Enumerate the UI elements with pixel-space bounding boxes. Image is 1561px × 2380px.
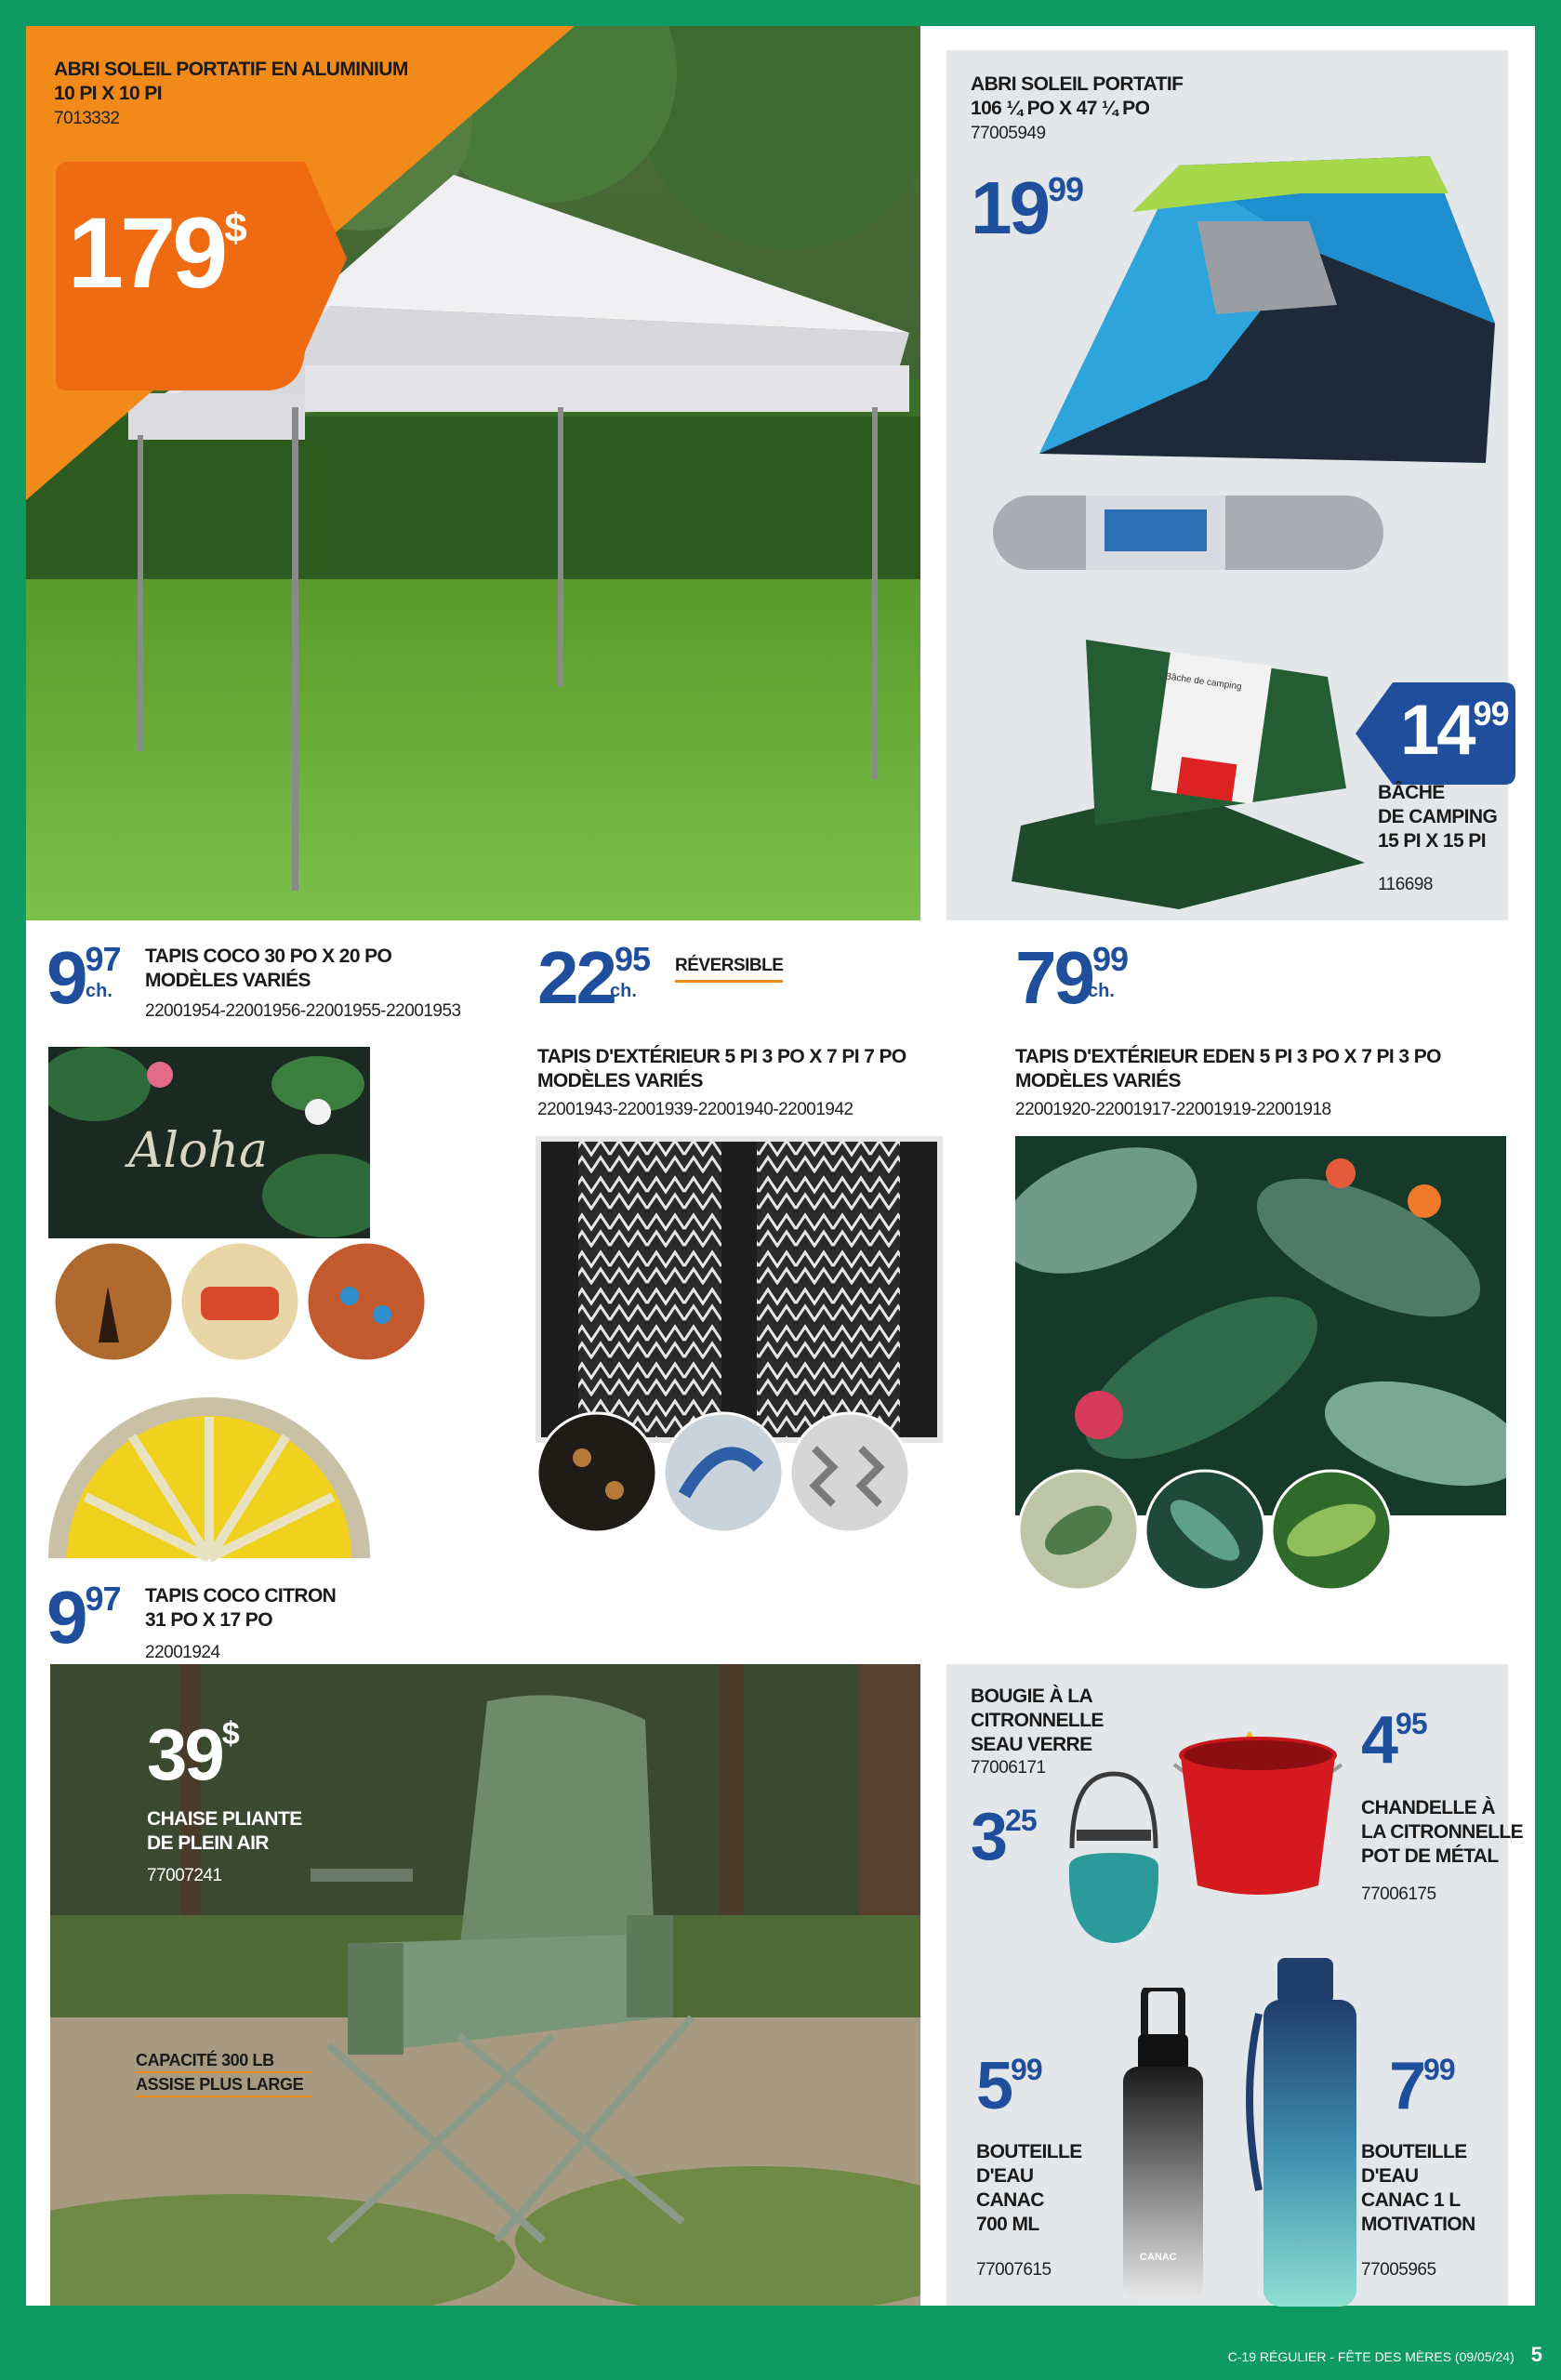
candle-glass-title-line2: CITRONNELLE bbox=[971, 1710, 1104, 1731]
tarp-title-line2: DE CAMPING bbox=[1378, 806, 1498, 827]
candle-metal-price-cents: 95 bbox=[1396, 1707, 1427, 1740]
candle-glass-title-line1: BOUGIE À LA bbox=[971, 1686, 1093, 1707]
page-number: 5 bbox=[1530, 2343, 1542, 2366]
eden-rug-sku: 22001920-22001917-22001919-22001918 bbox=[1015, 1100, 1331, 1119]
coco-mat-price bbox=[46, 936, 121, 1019]
tarp-price-main: 14 bbox=[1400, 691, 1474, 770]
outdoor-rug-image bbox=[536, 1136, 943, 1443]
shelter-sku: 77005949 bbox=[971, 124, 1046, 143]
eden-rug-title bbox=[1015, 1045, 1441, 1093]
bottle-1l-price bbox=[1389, 2049, 1455, 2123]
chair-price-value: 39 bbox=[147, 1713, 222, 1795]
citron-mat-price-cents: 97 bbox=[85, 1580, 121, 1618]
footer-edition: C-19 RÉGULIER - FÊTE DES MÈRES (09/05/24) bbox=[1227, 2349, 1515, 2364]
aloha-mat-text: Aloha bbox=[128, 1123, 268, 1179]
citron-mat-title-line2: 31 PO X 17 PO bbox=[145, 1609, 272, 1631]
coco-mat-title-line1: TAPIS COCO 30 PO X 20 PO bbox=[145, 945, 392, 967]
lemon-mat-image bbox=[48, 1395, 370, 1562]
chair-feature-line2: ASSISE PLUS LARGE bbox=[136, 2073, 312, 2097]
bottle-700-sku: 77007615 bbox=[976, 2260, 1052, 2280]
bottle-700-title-line3: CANAC bbox=[976, 2189, 1044, 2211]
outdoor-rug-unit: ch. bbox=[610, 981, 637, 1001]
citron-mat-price bbox=[46, 1576, 121, 1659]
coco-mat-title bbox=[145, 945, 391, 993]
tarp-image bbox=[993, 621, 1383, 919]
citron-mat-sku: 22001924 bbox=[145, 1643, 220, 1662]
eden-rug-price-cents: 99 bbox=[1091, 940, 1129, 978]
bottle-700-price bbox=[976, 2049, 1042, 2123]
eden-rug-price bbox=[1015, 936, 1129, 1019]
chair-features bbox=[136, 2049, 312, 2097]
candle-metal-title-line3: POT DE MÉTAL bbox=[1361, 1845, 1499, 1867]
candle-metal-title bbox=[1361, 1796, 1523, 1869]
bottle-700-title-line1: BOUTEILLE bbox=[976, 2141, 1082, 2162]
citron-mat-title bbox=[145, 1584, 336, 1633]
eden-rug-price-main: 79 bbox=[1015, 936, 1092, 1019]
tarp-price-cents: 99 bbox=[1473, 694, 1509, 733]
chair-price bbox=[147, 1713, 237, 1795]
bottle-700-title-line2: D'EAU bbox=[976, 2165, 1034, 2187]
bottle-700-price-main: 5 bbox=[976, 2049, 1012, 2123]
outdoor-rug-price-cents: 95 bbox=[614, 940, 651, 978]
eden-rug-image bbox=[1015, 1136, 1506, 1515]
tarp-title bbox=[1378, 781, 1497, 853]
candle-metal-title-line1: CHANDELLE À bbox=[1361, 1797, 1495, 1818]
candle-glass-sku: 77006171 bbox=[971, 1758, 1046, 1778]
shelter-price-cents: 99 bbox=[1047, 170, 1084, 208]
shelter-title bbox=[971, 73, 1183, 121]
tarp-title-line1: BÂCHE bbox=[1378, 782, 1445, 803]
eden-rug-unit: ch. bbox=[1088, 981, 1115, 1001]
bottle-700-brand: CANAC bbox=[1140, 2252, 1177, 2263]
bottle-1l-title-line1: BOUTEILLE bbox=[1361, 2141, 1467, 2162]
candle-glass-price bbox=[971, 1800, 1037, 1874]
candle-metal-title-line2: LA CITRONNELLE bbox=[1361, 1821, 1523, 1843]
gazebo-price-value: 179 bbox=[68, 196, 225, 309]
candle-glass-title-line3: SEAU VERRE bbox=[971, 1734, 1092, 1755]
candle-metal-price bbox=[1361, 1703, 1427, 1778]
bottle-1l-title-line2: D'EAU bbox=[1361, 2165, 1419, 2187]
tarp-title-line3: 15 PI X 15 PI bbox=[1378, 830, 1486, 852]
bottle-1l-title-line3: CANAC 1 L bbox=[1361, 2189, 1461, 2211]
chair-title bbox=[147, 1807, 302, 1856]
outdoor-rug-title-line1: TAPIS D'EXTÉRIEUR 5 PI 3 PO X 7 PI 7 PO bbox=[537, 1046, 906, 1067]
eden-rug-title-line2: MODÈLES VARIÉS bbox=[1015, 1070, 1181, 1091]
outdoor-rug-price-main: 22 bbox=[537, 936, 615, 1019]
citron-mat-price-main: 9 bbox=[46, 1576, 86, 1659]
candle-glass-title bbox=[971, 1685, 1104, 1757]
bottle-1l-price-cents: 99 bbox=[1423, 2053, 1455, 2086]
candle-metal-sku: 77006175 bbox=[1361, 1884, 1436, 1904]
chair-title-line2: DE PLEIN AIR bbox=[147, 1832, 269, 1854]
gazebo-price bbox=[68, 196, 247, 309]
candle-glass-price-main: 3 bbox=[971, 1800, 1006, 1874]
coco-mat-unit: ch. bbox=[86, 981, 112, 1001]
coco-mat-price-main: 9 bbox=[46, 936, 86, 1019]
shelter-price-main: 19 bbox=[971, 166, 1048, 249]
outdoor-rug-price bbox=[537, 936, 651, 1019]
bottle-700-title-line4: 700 ML bbox=[976, 2214, 1039, 2235]
bottle-700-title bbox=[976, 2140, 1082, 2237]
candle-metal-image bbox=[1170, 1699, 1346, 1904]
chair-feature-line1: CAPACITÉ 300 LB bbox=[136, 2049, 312, 2073]
chair-price-currency: $ bbox=[221, 1716, 237, 1752]
bottle-700-price-cents: 99 bbox=[1011, 2053, 1042, 2086]
candle-glass-price-cents: 25 bbox=[1005, 1804, 1037, 1837]
outdoor-rug-title bbox=[537, 1045, 906, 1093]
bottle-1l-price-main: 7 bbox=[1389, 2049, 1424, 2123]
citron-mat-title-line1: TAPIS COCO CITRON bbox=[145, 1585, 337, 1606]
chair-title-line1: CHAISE PLIANTE bbox=[147, 1808, 302, 1830]
tarp-price bbox=[1400, 691, 1509, 770]
bottle-1l-image bbox=[1240, 1958, 1370, 2311]
shelter-title-line2: 106 ¼ PO X 47 ¼ PO bbox=[971, 98, 1150, 119]
shelter-image bbox=[965, 138, 1504, 584]
coco-mat-price-cents: 97 bbox=[85, 940, 121, 978]
reversible-badge bbox=[675, 956, 783, 983]
coco-mat-sku: 22001954-22001956-22001955-22001953 bbox=[145, 1001, 461, 1021]
eden-rug-title-line1: TAPIS D'EXTÉRIEUR EDEN 5 PI 3 PO X 7 PI 3 PO bbox=[1015, 1046, 1441, 1067]
candle-metal-price-main: 4 bbox=[1361, 1703, 1396, 1778]
eden-rug-variant-swatches bbox=[1017, 1469, 1426, 1599]
gazebo-sku: 7013332 bbox=[54, 109, 120, 128]
tarp-sku: 116698 bbox=[1378, 875, 1433, 894]
outdoor-rug-title-line2: MODÈLES VARIÉS bbox=[537, 1070, 703, 1091]
gazebo-price-currency: $ bbox=[224, 205, 247, 251]
gazebo-title-line1: ABRI SOLEIL PORTATIF EN ALUMINIUM bbox=[54, 59, 408, 80]
bottle-1l-sku: 77005965 bbox=[1361, 2260, 1436, 2280]
reversible-badge-label: RÉVERSIBLE bbox=[675, 956, 784, 975]
bottle-1l-title bbox=[1361, 2140, 1475, 2237]
gazebo-title bbox=[54, 58, 408, 106]
outdoor-rug-variant-swatches bbox=[536, 1411, 945, 1541]
chair-sku: 77007241 bbox=[147, 1866, 222, 1885]
flyer-page bbox=[26, 26, 1535, 2306]
coco-mat-title-line2: MODÈLES VARIÉS bbox=[145, 970, 311, 991]
gazebo-title-line2: 10 PI X 10 PI bbox=[54, 83, 162, 104]
coco-mat-variant-swatches bbox=[52, 1240, 461, 1370]
outdoor-rug-sku: 22001943-22001939-22001940-22001942 bbox=[537, 1100, 853, 1119]
candle-glass-image bbox=[1049, 1765, 1179, 1950]
tarp-package-label: Bâche de camping bbox=[1164, 671, 1243, 693]
page-footer bbox=[1228, 2343, 1542, 2367]
bottle-1l-title-line4: MOTIVATION bbox=[1361, 2214, 1475, 2235]
shelter-title-line1: ABRI SOLEIL PORTATIF bbox=[971, 73, 1184, 95]
